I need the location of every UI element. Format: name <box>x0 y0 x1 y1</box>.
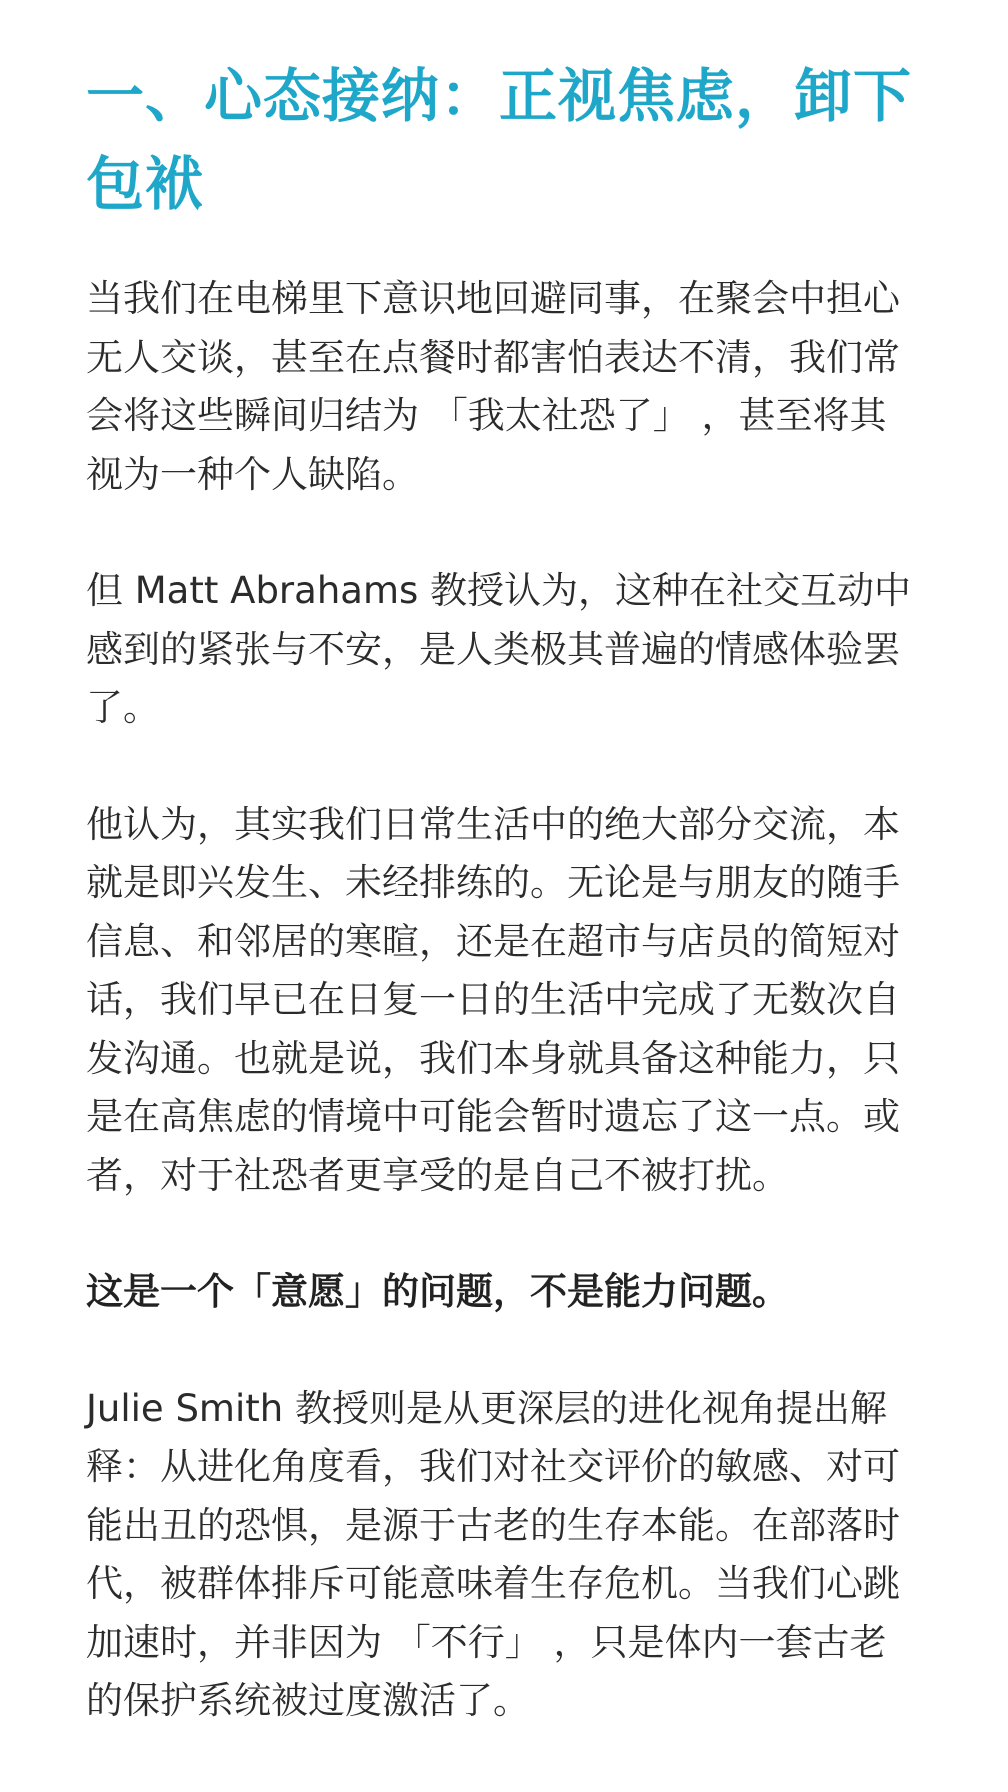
paragraph-matt-abrahams: 但 Matt Abrahams 教授认为，这种在社交互动中感到的紧张与不安，是人类极其普遍的情感体验罢了。 <box>86 569 912 729</box>
section-heading: 一、心态接纳：正视焦虑，卸下包袱 <box>86 62 913 218</box>
article-body <box>86 52 922 1731</box>
paragraph-willingness-statement: 这是一个「意愿」的问题，不是能力问题。 <box>86 1270 789 1313</box>
paragraph-julie-smith: Julie Smith 教授则是从更深层的进化视角提出解释：从进化角度看，我们对社交评价的敏感、对可能出丑的恐惧，是源于古老的生存本能。在部落时代，被群体排斥可能意味着生存危机。当我们心跳加速时，并非因为 「不行」 ，只是体内一套古老的保护系统被过度激活了。 <box>86 1386 900 1722</box>
paragraph-spontaneous-communication: 他认为，其实我们日常生活中的绝大部分交流，本就是即兴发生、未经排练的。无论是与朋友的随手信息、和邻居的寒暄，还是在超市与店员的简短对话，我们早已在日复一日的生活中完成了无数次自发沟通。也就是说，我们本身就具备这种能力，只是在高焦虑的情境中可能会暂时遗忘了这一点。或者，对于社恐者更享受的是自己不被打扰。 <box>86 802 900 1197</box>
paragraph-social-anxiety-moments: 当我们在电梯里下意识地回避同事，在聚会中担心无人交谈，甚至在点餐时都害怕表达不清，我们常会将这些瞬间归结为 「我太社恐了」 ，甚至将其视为一种个人缺陷。 <box>86 277 900 496</box>
